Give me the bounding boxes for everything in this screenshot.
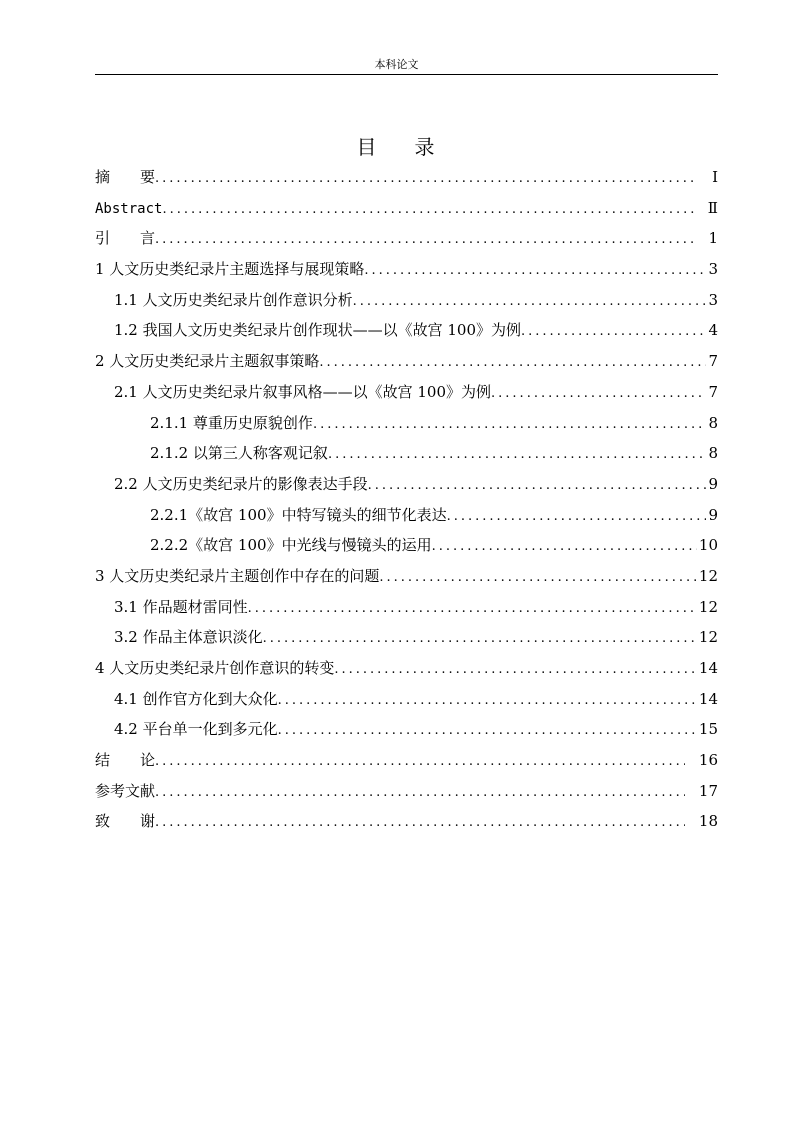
toc-entry-chapter-4[interactable] xyxy=(95,653,718,684)
running-header: 本科论文 xyxy=(374,58,419,71)
toc-entry-page: Ⅰ xyxy=(712,168,718,186)
toc-leader-dots xyxy=(328,440,707,469)
toc-entry-label: 1 人文历史类纪录片主题选择与展现策略 xyxy=(95,260,365,279)
toc-entry-label: 参考文献 xyxy=(95,781,156,800)
toc-entry-label: 2.1.2 以第三人称客观记叙 xyxy=(150,444,328,463)
toc-leader-dots xyxy=(155,747,685,776)
toc-leader-dots xyxy=(155,225,694,254)
toc-entry-page: 14 xyxy=(698,689,718,708)
toc-entry-label: Abstract xyxy=(95,200,163,217)
toc-entry-page: 3 xyxy=(708,290,718,309)
toc-entry-label: 引 言 xyxy=(95,229,156,248)
toc-entry-label: 1.2 我国人文历史类纪录片创作现状——以《故宫 100》为例 xyxy=(114,321,522,340)
toc-leader-dots xyxy=(162,195,693,224)
toc-entry-introduction[interactable] xyxy=(95,223,718,254)
toc-title-char-2: 录 xyxy=(414,135,437,159)
toc-entry-section-3-2[interactable] xyxy=(95,622,718,653)
toc-entry-section-1-2[interactable] xyxy=(95,315,718,346)
toc-leader-dots xyxy=(379,563,697,592)
toc-entry-section-2-1-2[interactable] xyxy=(95,438,718,469)
toc-leader-dots xyxy=(364,256,706,285)
toc-entry-chapter-2[interactable] xyxy=(95,346,718,377)
toc-entry-page: 12 xyxy=(698,566,718,585)
toc-leader-dots xyxy=(155,164,698,193)
toc-entry-page: 9 xyxy=(708,505,718,524)
toc-leader-dots xyxy=(334,655,697,684)
toc-entry-page: 7 xyxy=(708,352,718,371)
toc-entry-section-2-2[interactable] xyxy=(95,469,718,500)
toc-entry-section-2-1[interactable] xyxy=(95,377,718,408)
toc-entry-label: 结 论 xyxy=(95,751,156,770)
toc-entry-chapter-3[interactable] xyxy=(95,561,718,592)
toc-entry-label: 摘 要 xyxy=(95,168,156,186)
toc-entry-acknowledgements[interactable] xyxy=(95,806,718,837)
toc-title-char-1: 目 xyxy=(356,135,379,159)
toc-leader-dots xyxy=(353,287,707,316)
toc-entry-page: 10 xyxy=(698,536,718,555)
toc-entry-abstract-cn[interactable] xyxy=(95,162,718,193)
toc-entry-section-2-1-1[interactable] xyxy=(95,408,718,439)
toc-entry-label: 3.1 作品题材雷同性 xyxy=(114,597,248,616)
toc-leader-dots xyxy=(278,686,697,715)
toc-leader-dots xyxy=(368,471,707,500)
toc-entry-label: 1.1 人文历史类纪录片创作意识分析 xyxy=(114,290,353,309)
toc-entry-page: 12 xyxy=(698,628,718,647)
toc-entry-section-4-2[interactable] xyxy=(95,714,718,745)
toc-entry-section-1-1[interactable] xyxy=(95,285,718,316)
toc-leader-dots xyxy=(319,348,706,377)
toc-entry-references[interactable] xyxy=(95,776,718,807)
toc-entry-label: 致 谢 xyxy=(95,812,156,831)
toc-entry-page: 17 xyxy=(698,781,718,800)
toc-entry-section-2-2-2[interactable] xyxy=(95,530,718,561)
toc-entry-page: 7 xyxy=(708,382,718,401)
toc-leader-dots xyxy=(432,532,697,561)
toc-entry-label: 2 人文历史类纪录片主题叙事策略 xyxy=(95,352,320,371)
toc-leader-dots xyxy=(263,624,697,653)
toc-entry-page: 12 xyxy=(698,597,718,616)
toc-entry-label: 2.2.1《故宫 100》中特写镜头的细节化表达 xyxy=(150,505,447,524)
toc-entry-page: 16 xyxy=(698,751,718,770)
toc-entry-chapter-1[interactable] xyxy=(95,254,718,285)
toc-entry-page: 9 xyxy=(708,474,718,493)
toc-leader-dots xyxy=(521,317,706,346)
toc-entry-label: 4.2 平台单一化到多元化 xyxy=(114,720,278,739)
toc-entry-label: 4 人文历史类纪录片创作意识的转变 xyxy=(95,659,335,677)
toc-leader-dots xyxy=(155,778,685,807)
toc-leader-dots xyxy=(447,502,707,531)
toc-entry-label: 3.2 作品主体意识淡化 xyxy=(114,628,263,647)
table-of-contents xyxy=(95,162,718,837)
toc-entry-page: 8 xyxy=(708,444,718,463)
toc-entry-label: 2.2 人文历史类纪录片的影像表达手段 xyxy=(114,474,368,493)
toc-entry-label: 2.2.2《故宫 100》中光线与慢镜头的运用 xyxy=(150,536,432,555)
toc-entry-page: Ⅱ xyxy=(707,198,718,217)
toc-entry-label: 4.1 创作官方化到大众化 xyxy=(114,689,278,708)
toc-leader-dots xyxy=(313,410,707,439)
toc-entry-label: 3 人文历史类纪录片主题创作中存在的问题 xyxy=(95,566,380,585)
toc-leader-dots xyxy=(278,716,697,745)
toc-leader-dots xyxy=(491,379,706,408)
toc-entry-page: 4 xyxy=(708,321,718,340)
toc-entry-label: 2.1.1 尊重历史原貌创作 xyxy=(150,413,313,432)
toc-entry-page: 8 xyxy=(708,413,718,432)
toc-title xyxy=(0,131,793,160)
toc-entry-conclusion[interactable] xyxy=(95,745,718,776)
toc-entry-abstract-en[interactable] xyxy=(95,193,718,224)
toc-entry-section-3-1[interactable] xyxy=(95,592,718,623)
toc-entry-label: 2.1 人文历史类纪录片叙事风格——以《故宫 100》为例 xyxy=(114,382,492,401)
toc-entry-page: 3 xyxy=(708,260,718,279)
toc-entry-page: 15 xyxy=(698,720,718,739)
header-rule xyxy=(95,74,718,75)
toc-entry-page: 1 xyxy=(708,229,718,248)
toc-leader-dots xyxy=(248,594,697,623)
toc-entry-page: 18 xyxy=(698,812,718,831)
toc-leader-dots xyxy=(155,808,685,837)
toc-entry-section-2-2-1[interactable] xyxy=(95,500,718,531)
toc-entry-section-4-1[interactable] xyxy=(95,684,718,715)
toc-entry-page: 14 xyxy=(698,659,718,677)
